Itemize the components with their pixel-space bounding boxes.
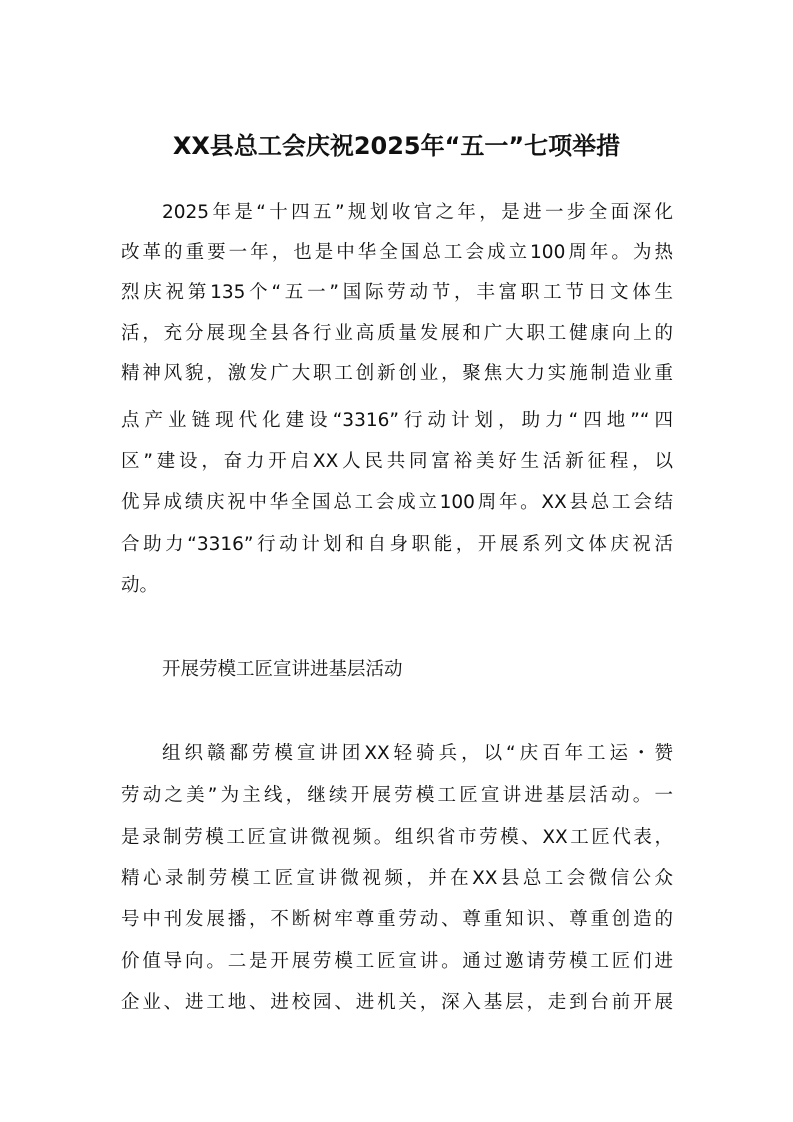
section-heading: 开展劳模工匠宣讲进基层活动	[162, 659, 403, 680]
intro-line: 动。	[121, 575, 159, 596]
section-line: 组织赣鄱劳模宣讲团XX轻骑兵，以“庆百年工运・赞	[162, 743, 673, 764]
intro-line: 点产业链现代化建设“3316”行动计划，助力“四地”“四	[121, 410, 673, 431]
section-line: 价值导向。二是开展劳模工匠宣讲。通过邀请劳模工匠们进	[121, 951, 673, 972]
intro-line: 烈庆祝第135个“五一”国际劳动节，丰富职工节日文体生	[121, 282, 673, 303]
intro-line: 合助力“3316”行动计划和自身职能，开展系列文体庆祝活	[121, 534, 673, 555]
intro-line: 精神风貌，激发广大职工创新创业，聚焦大力实施制造业重	[121, 363, 673, 384]
intro-line: 活，充分展现全县各行业高质量发展和广大职工健康向上的	[121, 323, 673, 344]
section-line: 是录制劳模工匠宣讲微视频。组织省市劳模、XX工匠代表，	[121, 827, 673, 848]
intro-line: 优异成绩庆祝中华全国总工会成立100周年。XX县总工会结	[121, 492, 673, 513]
section-line: 劳动之美”为主线，继续开展劳模工匠宣讲进基层活动。一	[121, 785, 673, 806]
intro-line: 2025年是“十四五”规划收官之年，是进一步全面深化	[162, 202, 673, 223]
section-line: 号中刊发展播，不断树牢尊重劳动、尊重知识、尊重创造的	[121, 909, 673, 930]
intro-line: 改革的重要一年，也是中华全国总工会成立100周年。为热	[121, 242, 673, 263]
section-line: 企业、进工地、进校园、进机关，深入基层，走到台前开展	[121, 992, 673, 1013]
section-line: 精心录制劳模工匠宣讲微视频，并在XX县总工会微信公众	[121, 868, 673, 889]
document-title: XX县总工会庆祝2025年“五一”七项举措	[172, 132, 621, 160]
intro-line: 区”建设，奋力开启XX人民共同富裕美好生活新征程，以	[121, 451, 673, 472]
